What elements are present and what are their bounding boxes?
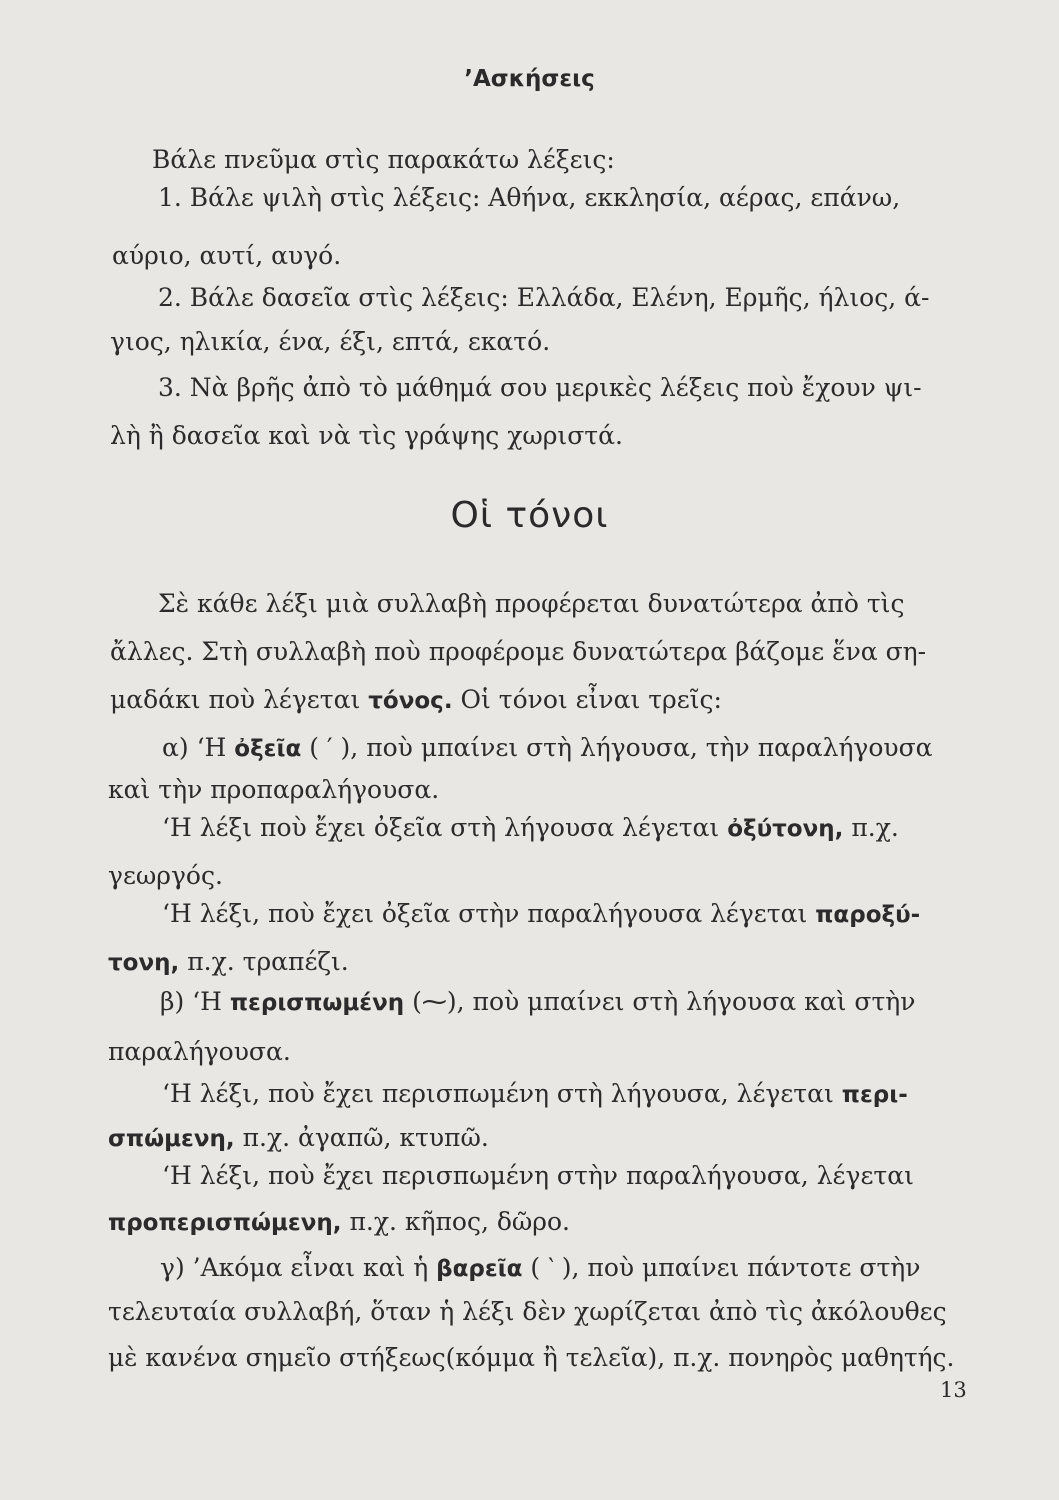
tonoi-heading: Οἱ τόνοι (450, 495, 609, 536)
paroxytoni-line-1 (162, 898, 920, 931)
term-paroxytoni: παροξύ- (815, 902, 921, 928)
tonoi-paragraph-line-3 (110, 684, 722, 717)
exercise-1-line-1: 1. Βάλε ψιλὴ στὶς λέξεις: Αθήνα, εκκλησία, αέρας, επάνω, (158, 183, 901, 212)
item-text: (⁓), ποὺ μπαίνει στὴ λήγουσα καὶ στὴν (412, 987, 916, 1016)
tonoi-paragraph-line-2: ἄλλες. Στὴ συλλαβὴ ποὺ προφέρομε δυνατώτερα βάζομε ἕνα ση- (110, 637, 927, 666)
item-text: ‘Η λέξι, ποὺ ἔχει ὀξεῖα στὴν παραλήγουσα λέγεται (162, 899, 808, 928)
properispomeni-line-2 (108, 1206, 570, 1239)
item-text: π.χ. κῆπος, δῶρο. (349, 1207, 570, 1236)
exercise-3-line-2: λὴ ἢ δασεῖα καὶ νὰ τὶς γράψης χωριστά. (110, 421, 623, 450)
item-text: π.χ. τραπέζι. (187, 947, 349, 976)
oxeia-line-2: καὶ τὴν προπαραλήγουσα. (108, 775, 440, 804)
term-oxeia: ὀξεῖα (234, 736, 302, 762)
exercises-intro: Βάλε πνεῦμα στὶς παρακάτω λέξεις: (152, 145, 615, 174)
term-perispomeni-word: περι- (841, 1082, 908, 1108)
oxeia-line-1 (162, 732, 933, 765)
term-properispomeni: προπερισπώμενη, (108, 1210, 342, 1236)
item-text: π.χ. ἀγαπῶ, κτυπῶ. (242, 1123, 489, 1152)
item-text: ( ′ ), ποὺ μπαίνει στὴ λήγουσα, τὴν παραλήγουσα (309, 733, 933, 762)
item-text: ‘Η λέξι, ποὺ ἔχει περισπωμένη στὴ λήγουσα, λέγεται (162, 1079, 834, 1108)
exercises-heading: ’Ασκήσεις (464, 66, 595, 92)
term-vareia: βαρεῖα (436, 1256, 523, 1282)
perispomeni-line-1 (160, 986, 915, 1019)
term-oxytoni: ὀξύτονη, (727, 816, 844, 842)
tonoi-text: Οἱ τόνοι εἶναι τρεῖς: (460, 685, 722, 714)
tonoi-paragraph-line-1: Σὲ κάθε λέξι μιὰ συλλαβὴ προφέρεται δυνατώτερα ἀπὸ τὶς (158, 589, 905, 618)
perispomeni-word-line-2 (108, 1122, 489, 1155)
exercise-2-line-1: 2. Βάλε δασεῖα στὶς λέξεις: Ελλάδα, Ελένη, Ερμῆς, ήλιος, ά- (158, 283, 930, 312)
vareia-line-1 (160, 1252, 920, 1285)
oxytoni-line-1 (162, 812, 899, 845)
vareia-line-3: μὲ κανένα σημεῖο στήξεως(κόμμα ἢ τελεῖα), π.χ. πονηρὸς μαθητής. (108, 1343, 955, 1372)
term-perispomeni-word-cont: σπώμενη, (108, 1126, 235, 1152)
term-paroxytoni-cont: τονη, (108, 950, 180, 976)
item-text: π.χ. (851, 813, 899, 842)
term-tonos: τόνος. (368, 688, 453, 714)
tonoi-text: μαδάκι ποὺ λέγεται (110, 685, 361, 714)
page-number: 13 (940, 1378, 967, 1402)
vareia-line-2: τελευταία συλλαβή, ὅταν ἡ λέξι δὲν χωρίζεται ἀπὸ τὶς ἀκόλουθες (108, 1297, 947, 1326)
exercise-1-line-2: αύριο, αυτί, αυγό. (112, 241, 342, 270)
item-label: α) ‘Η (162, 733, 227, 762)
item-text: ‘Η λέξι ποὺ ἔχει ὀξεῖα στὴ λήγουσα λέγεται (162, 813, 720, 842)
properispomeni-line-1: ‘Η λέξι, ποὺ ἔχει περισπωμένη στὴν παραλήγουσα, λέγεται (162, 1161, 914, 1190)
exercise-2-line-2: γιος, ηλικία, ένα, έξι, επτά, εκατό. (110, 327, 551, 356)
term-perispomeni: περισπωμένη (229, 990, 405, 1016)
exercise-3-line-1: 3. Νὰ βρῆς ἀπὸ τὸ μάθημά σου μερικὲς λέξεις ποὺ ἔχουν ψι- (158, 373, 922, 402)
oxytoni-line-2: γεωργός. (108, 861, 223, 890)
perispomeni-word-line-1 (162, 1078, 908, 1111)
item-text: ( ‵ ), ποὺ μπαίνει πάντοτε στὴν (530, 1253, 921, 1282)
paroxytoni-line-2 (108, 946, 349, 979)
perispomeni-line-2: παραλήγουσα. (108, 1037, 291, 1066)
item-label: γ) ’Ακόμα εἶναι καὶ ἡ (160, 1253, 429, 1282)
item-label: β) ‘Η (160, 987, 222, 1016)
